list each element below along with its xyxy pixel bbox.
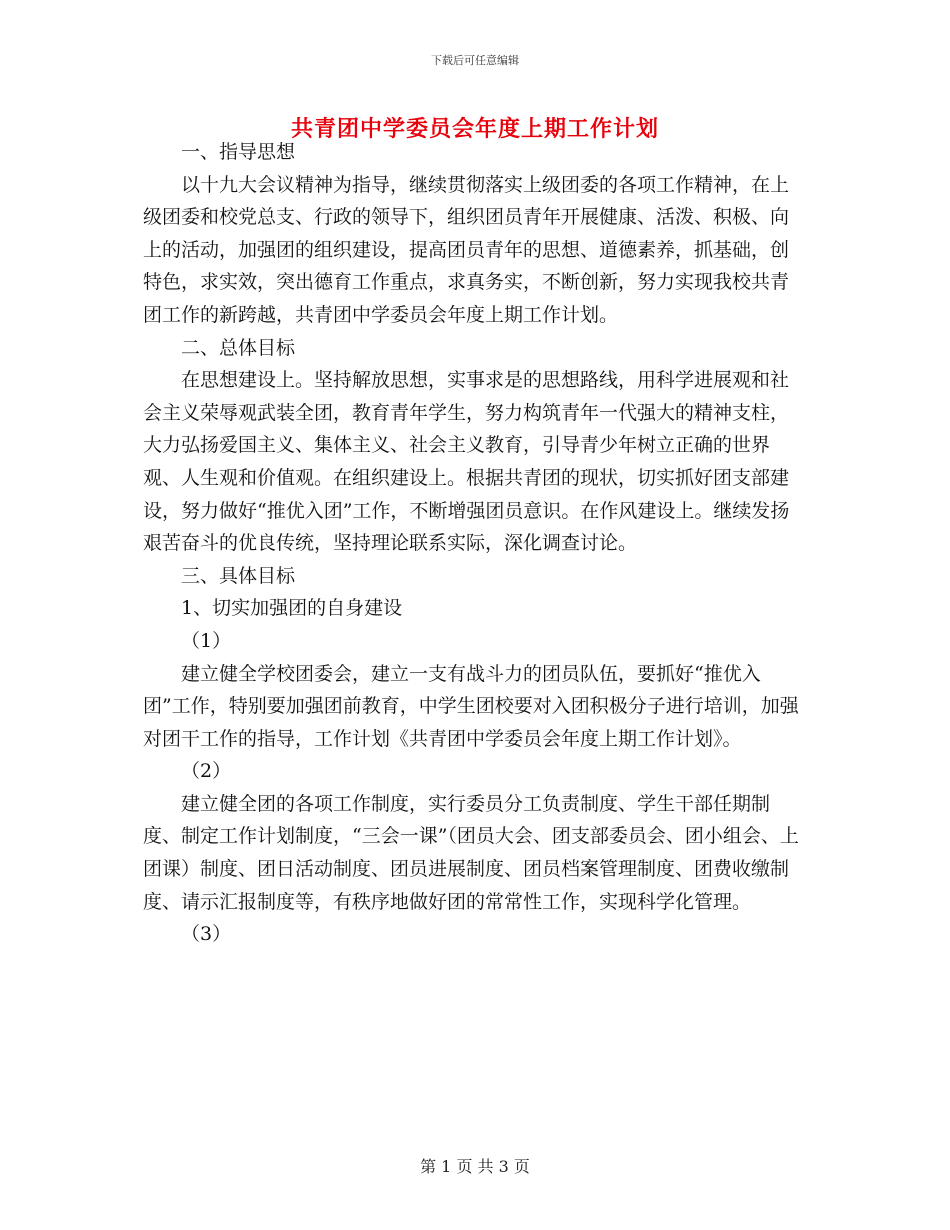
paragraph-guiding-ideology: 以十九大会议精神为指导，继续贯彻落实上级团委的各项工作精神，在上级团委和校党总支、行政的领导下，组织团员青年开展健康、活泼、积极、向上的活动，加强团的组织建设，提高团员青年的思想、道德素养，抓基础，创特色，求实效，突出德育工作重点，求真务实，不断创新，努力实现我校共青团工作的新跨越，共青团中学委员会年度上期工作计划。 (143, 173, 790, 326)
section-heading-guiding-ideology: 一、指导思想 (181, 141, 296, 163)
section-heading-specific-goals: 三、具体目标 (181, 564, 296, 587)
paragraph-item-2: 建立健全团的各项工作制度，实行委员分工负责制度、学生干部任期制度、制定工作计划制度，“三会一课”（团员大会、团支部委员会、团小组会、上团课）制度、团日活动制度、团员进展制度、团员档案管理制度、团费收缴制度、请示汇报制度等，有秩序地做好团的常常性工作，实现科学化管理。 (143, 792, 799, 913)
item-marker-2: （2） (181, 760, 232, 783)
paragraph-item-1: 建立健全学校团委会，建立一支有战斗力的团员队伍，要抓好“推优入团”工作，特别要加强团前教育，中学生团校要对入团积极分子进行培训，加强对团干工作的指导，工作计划《共青团中学委员会年度上期工作计划》。 (143, 662, 799, 750)
document-title: 共青团中学委员会年度上期工作计划 (290, 116, 659, 142)
document-body (143, 136, 803, 951)
subsection-heading-1: 1、切实加强团的自身建设 (181, 597, 403, 620)
section-heading-overall-goals: 二、总体目标 (181, 336, 296, 359)
paragraph-overall-goals: 在思想建设上。坚持解放思想，实事求是的思想路线，用科学进展观和社会主义荣辱观武装全团，教育青年学生，努力构筑青年一代强大的精神支柱，大力弘扬爱国主义、集体主义、社会主义教育，引导青少年树立正确的世界观、人生观和价值观。在组织建设上。根据共青团的现状，切实抓好团支部建设，努力做好“推优入团”工作，不断增强团员意识。在作风建设上。继续发扬艰苦奋斗的优良传统，坚持理论联系实际，深化调查讨论。 (143, 369, 790, 555)
page-number: 第 1 页 共 3 页 (420, 1157, 530, 1176)
page-header: 下载后可任意编辑 (431, 54, 519, 67)
item-marker-1: （1） (181, 629, 232, 652)
item-marker-3: （3） (181, 923, 232, 946)
